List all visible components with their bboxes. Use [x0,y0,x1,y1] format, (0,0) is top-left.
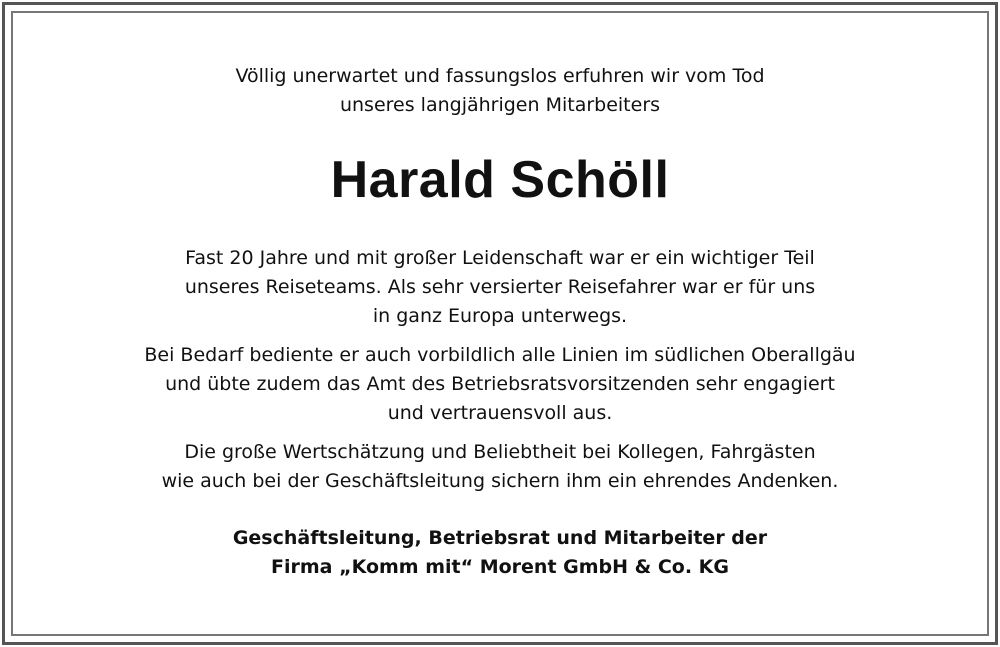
tribute-paragraph [0,244,1000,331]
signature-line: Geschäftsleitung, Betriebsrat und Mitarbeiter der [232,527,768,549]
signature-line: Firma „Komm mit“ Morent GmbH & Co. KG [270,556,729,578]
intro-line: unseres langjährigen Mitarbeiters [339,94,661,116]
paragraph-line: in ganz Europa unterwegs. [372,305,628,327]
signature-block [0,524,1000,582]
paragraph-line: unseres Reiseteams. Als sehr versierter Reisefahrer war er für uns [184,276,816,298]
tribute-paragraph [0,438,1000,496]
tribute-text [0,244,1000,506]
paragraph-line: Fast 20 Jahre und mit großer Leidenschaft war er ein wichtiger Teil [185,247,815,269]
intro-text [0,62,1000,120]
intro-line: Völlig unerwartet und fassungslos erfuhren wir vom Tod [235,65,765,87]
paragraph-line: und vertrauensvoll aus. [387,402,613,424]
paragraph-line: wie auch bei der Geschäftsleitung sichern ihm ein ehrendes Andenken. [161,470,839,492]
paragraph-line: und übte zudem das Amt des Betriebsratsvorsitzenden sehr engagiert [165,373,835,395]
paragraph-line: Die große Wertschätzung und Beliebtheit bei Kollegen, Fahrgästen [184,441,816,463]
deceased-name: Harald Schöll [330,151,670,209]
tribute-paragraph [0,341,1000,428]
paragraph-line: Bei Bedarf bediente er auch vorbildlich alle Linien im südlichen Oberallgäu [144,344,856,366]
